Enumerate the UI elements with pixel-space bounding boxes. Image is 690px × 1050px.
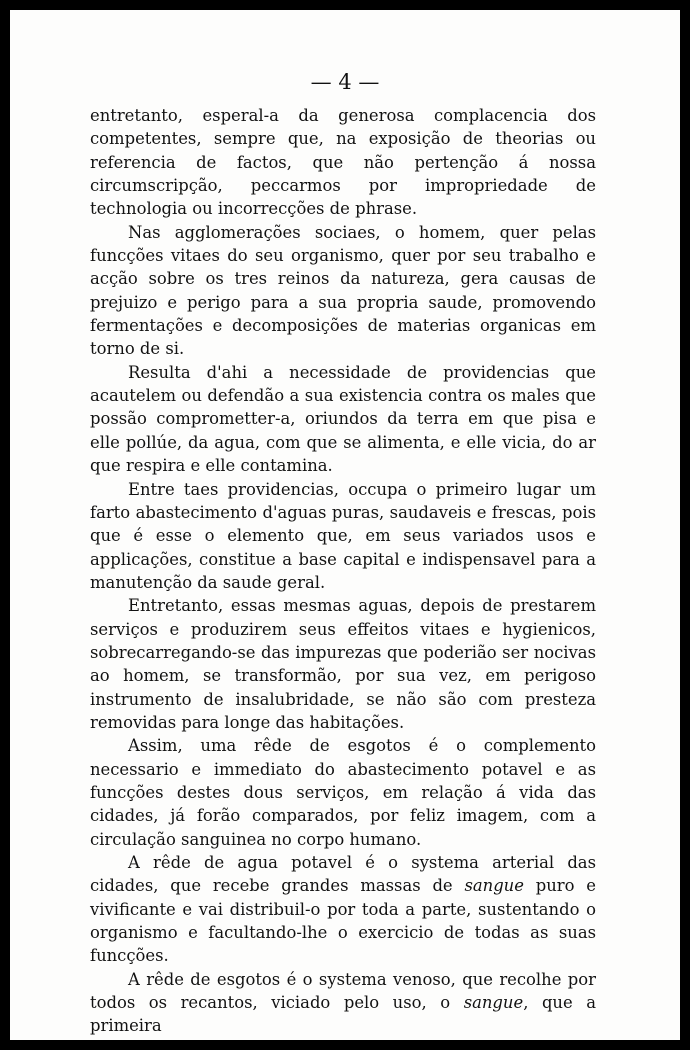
paragraph-2: Nas agglomerações sociaes, o homem, quer pelas funcções vitaes do seu organismo, quer por seu trabalho e acção sobre os tres reinos da natureza, gera causas de prejuizo e perigo para a sua propria saude, promovendo fermentações e decomposições de materias organicas em torno de si. [90, 222, 596, 359]
paragraph-8-before: A rêde de esgotos é o systema venoso, que recolhe por todos os recantos, viciado pelo uso, o [90, 969, 596, 1013]
paragraph-3: Resulta d'ahi a necessidade de providencias que acautelem ou defendão a sua existencia contra os males que possão comprometter-a, oriundos da terra em que pisa e elle pollúe, da agua, com que se alimenta, e elle vicia, do ar que respira e elle contamina. [90, 362, 596, 476]
paragraph-8-emphasis: sangue [463, 993, 524, 1013]
document-page [10, 10, 680, 1040]
paragraph-8 [90, 968, 596, 1038]
paragraph-7-before: A rêde de agua potavel é o systema arterial das cidades, que recebe grandes massas de [90, 853, 596, 896]
paragraph-7-emphasis: sangue [464, 876, 524, 896]
paragraph-5: Entretanto, essas mesmas aguas, depois de prestarem serviços e produzirem seus effeitos vitaes e hygienicos, sobrecarregando-se das impurezas que poderião ser nocivas ao homem, se transformão, por sua vez, em perigoso instrumento de insalubridade, se não são com presteza removidas para longe das habitações. [90, 596, 596, 732]
body-text [90, 104, 596, 1038]
paragraph-6: Assim, uma rêde de esgotos é o complemento necessario e immediato do abastecimento potavel e as funcções destes dous serviços, em relação á vida das cidades, já forão comparados, por feliz imagem, com a circulação sanguinea no corpo humano. [90, 736, 596, 849]
paragraph-4: Entre taes providencias, occupa o primeiro lugar um farto abastecimento d'aguas puras, saudaveis e frescas, pois que é esse o elemento que, em seus variados usos e applicações, constitue a base capital e indispensavel para a manutenção da saude geral. [90, 479, 596, 592]
paragraph-7-after: puro e vivificante e vai distribuil-o por toda a parte, sustentando o organismo e facultando-lhe o exercicio de todas as suas funcções. [90, 876, 597, 966]
paragraph-1: entretanto, esperal-a da generosa complacencia dos competentes, sempre que, na exposição de theorias ou referencia de factos, que não pertenção á nossa circumscripção, peccarmos por impropriedade de technologia ou incorrecções de phrase. [90, 106, 596, 219]
page-number: — 4 — [310, 70, 380, 94]
paragraph-7 [90, 851, 596, 968]
paragraph-8-after: , que a primeira [90, 993, 596, 1036]
